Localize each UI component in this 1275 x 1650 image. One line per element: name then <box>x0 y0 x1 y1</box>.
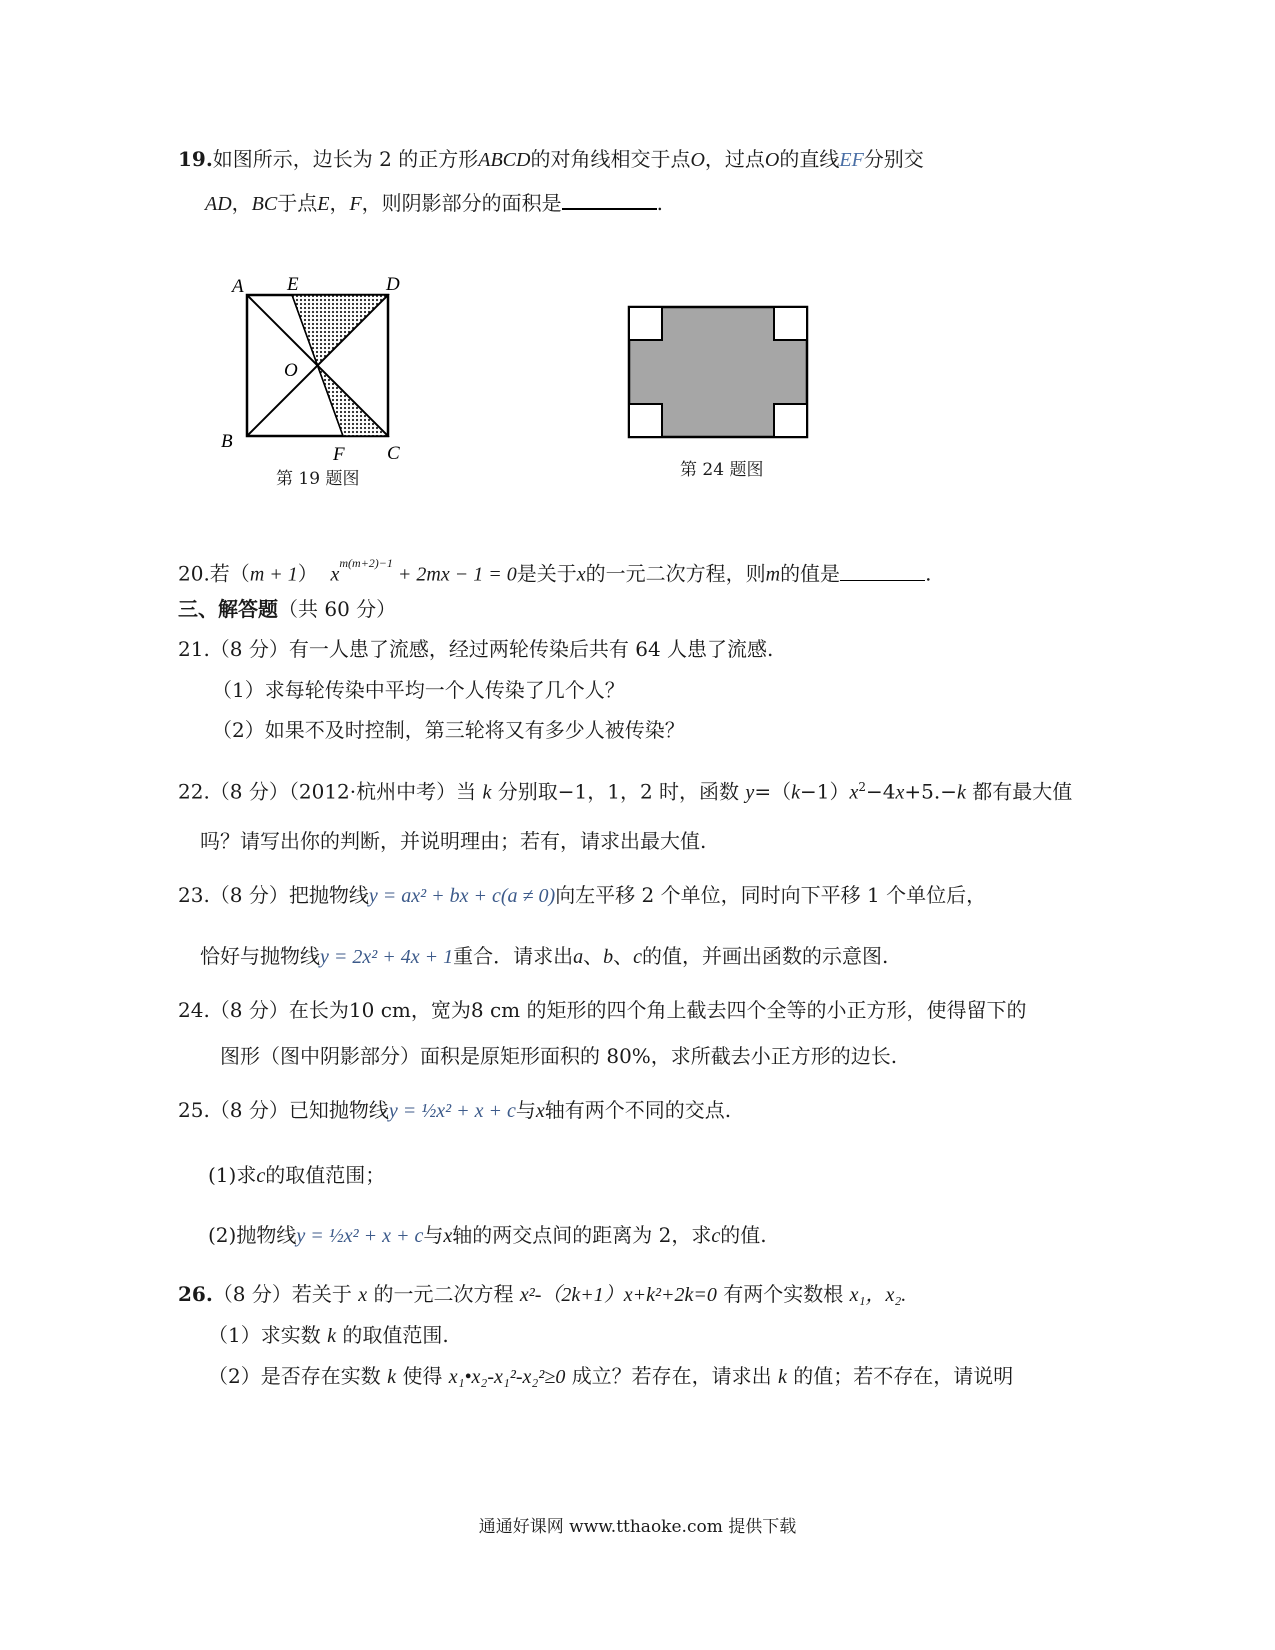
q22-func: −1） <box>799 779 850 804</box>
q22-func: −4 <box>865 779 896 804</box>
q26-x: x <box>358 1284 368 1306</box>
q26-roots: x₁，x₂. <box>849 1284 907 1306</box>
page-footer: 通通好课网 www.tthaoke.com 提供下载 <box>478 1517 797 1537</box>
q25-x: x <box>443 1225 453 1247</box>
q25-text: 与 <box>515 1098 536 1122</box>
caption-24: 第 24 题图 <box>680 460 764 480</box>
q19-line2 <box>205 190 663 217</box>
q23-text: 的值，并画出函数的示意图. <box>642 944 889 968</box>
q23-text: 向左平移 2 个单位，同时向下平移 1 个单位后， <box>555 883 987 907</box>
q20-exponent: m(m+2)−1 <box>339 556 393 570</box>
q22-line1: 22.（8 分）（2012·杭州中考）当 k 分别取−1，1，2 时，函数 $y=(k-1)x^2-4x+5.-k$ 都有最大值 <box>178 779 1073 804</box>
q24-text: 24.（8 分）在长为 <box>178 998 349 1022</box>
q26-part2 <box>208 1363 1013 1390</box>
q23-text: 恰好与抛物线 <box>200 944 320 968</box>
q22-text: 分别取−1，1，2 时，函数 <box>497 779 740 804</box>
q20-text: 是关于 <box>516 561 577 586</box>
q26-text: 有两个实数根 <box>723 1282 844 1306</box>
q20-x: x <box>330 563 340 586</box>
q26-k: k <box>387 1366 396 1388</box>
q21-part2: （2）如果不及时控制，第三轮将又有多少人被传染？ <box>212 718 685 742</box>
corner-square-br <box>774 404 807 437</box>
q25-text: 的取值范围； <box>265 1163 386 1187</box>
q25-c: c <box>256 1165 266 1187</box>
q24-text: ，宽为 <box>410 998 471 1022</box>
q23-line1 <box>178 882 986 909</box>
corner-square-tr <box>774 307 807 340</box>
q19-text: ， <box>329 191 350 215</box>
q19-ef: EF <box>839 149 864 171</box>
section-title: 三、解答题 <box>178 597 278 621</box>
q22-text: 都有最大值 <box>972 779 1073 804</box>
q19-text: ，则阴影部分的面积是 <box>361 191 562 215</box>
q24-length: 10 cm <box>348 998 411 1022</box>
label-e: E <box>287 274 299 295</box>
q25-text: 的值. <box>720 1223 767 1247</box>
q20-period: . <box>925 561 932 586</box>
q25-part1 <box>208 1162 385 1189</box>
q26-equation: x²-（2k+1）x+k²+2k=0 <box>519 1284 717 1306</box>
q26-number: 26. <box>178 1282 213 1306</box>
q25-x: x <box>535 1100 545 1122</box>
q19-abcd: ABCD <box>478 149 531 171</box>
q19-ad: AD <box>205 193 232 215</box>
q20-text: 的值是 <box>780 561 841 586</box>
q26-text: 的一元二次方程 <box>373 1282 514 1306</box>
q26-text: （1）求实数 <box>208 1323 321 1347</box>
answer-blank[interactable] <box>840 562 925 581</box>
q19-f: F <box>349 193 362 215</box>
q22-func: x <box>849 781 859 804</box>
q26-text: （2）是否存在实数 <box>208 1364 381 1388</box>
answer-blank[interactable] <box>562 190 657 210</box>
q26-k: k <box>778 1366 787 1388</box>
corner-square-tl <box>629 307 662 340</box>
q20-expr: + 2mx − 1 = 0 <box>392 563 517 586</box>
q19-e: E <box>317 193 330 215</box>
q25-text: 与 <box>423 1223 444 1247</box>
q19-text: 的直线 <box>779 147 840 171</box>
q22-line2: 吗？请写出你的判断，并说明理由；若有，请求出最大值. <box>200 829 707 853</box>
q25-c: c <box>711 1225 721 1247</box>
q24-line1 <box>178 997 1026 1023</box>
q26-text: 使得 <box>402 1364 443 1388</box>
q25-text: 轴有两个不同的交点. <box>544 1098 732 1122</box>
q19-text: 的对角线相交于点 <box>530 147 691 171</box>
label-b: B <box>221 431 233 452</box>
label-f: F <box>333 444 345 465</box>
q19-text: ，过点 <box>704 147 765 171</box>
q23-c: c <box>633 946 643 968</box>
section-heading <box>178 596 396 622</box>
q26-k: k <box>327 1325 336 1347</box>
q25-line1 <box>178 1097 731 1124</box>
q25-part2 <box>208 1222 767 1249</box>
q26-text: 的值；若不存在，请说明 <box>793 1364 1014 1388</box>
q23-text: 、 <box>583 944 604 968</box>
q20-text: ） <box>297 561 318 586</box>
q23-equation: y = 2x² + 4x + 1 <box>320 946 454 968</box>
q21-part1: （1）求每轮传染中平均一个人传染了几个人？ <box>212 678 625 702</box>
q19-number: 19. <box>178 147 213 171</box>
q26-text: 成立？若存在，请求出 <box>571 1364 772 1388</box>
figure-19 <box>215 270 415 470</box>
q26-line1 <box>178 1281 906 1308</box>
q19-period: . <box>656 191 664 215</box>
q26-text: （8 分）若关于 <box>212 1282 352 1306</box>
q22-text: 22.（8 分）（2012·杭州中考）当 <box>178 779 477 804</box>
q25-equation: y = ½x² + x + c <box>388 1100 516 1122</box>
q22-func: =（ <box>754 779 792 804</box>
label-d: D <box>386 274 400 295</box>
q25-text: (1)求 <box>208 1163 257 1187</box>
q23-line2 <box>200 943 888 970</box>
label-o: O <box>284 360 298 381</box>
q20-line <box>178 556 931 588</box>
corner-square-bl <box>629 404 662 437</box>
q20-text: 20.若（ <box>178 561 250 586</box>
q22-func: y <box>745 781 755 804</box>
q25-equation: y = ½x² + x + c <box>296 1225 424 1247</box>
q20-text: 的一元二次方程，则 <box>585 561 766 586</box>
q24-width: 8 cm <box>470 998 521 1022</box>
q22-func: k <box>791 781 800 804</box>
q20-x: x <box>576 563 586 586</box>
caption-19: 第 19 题图 <box>276 469 360 489</box>
q26-part1 <box>208 1322 449 1349</box>
q23-equation: y = ax² + bx + c(a ≠ 0) <box>368 885 556 907</box>
q24-line2: 图形（图中阴影部分）面积是原矩形面积的 80%，求所截去小正方形的边长. <box>220 1044 898 1068</box>
section-score: （共 60 分） <box>278 597 397 621</box>
figure-24 <box>624 302 814 442</box>
q23-text: 23.（8 分）把抛物线 <box>178 883 369 907</box>
q19-o: O <box>690 149 705 171</box>
q21-line: 21.（8 分）有一人患了流感，经过两轮传染后共有 64 人患了流感. <box>178 637 774 661</box>
q19-text: 分别交 <box>863 147 924 171</box>
label-a: A <box>232 276 244 297</box>
q20-expr: m + 1 <box>249 563 298 586</box>
q23-b: b <box>603 946 614 968</box>
q25-text: 轴的两交点间的距离为 2，求 <box>452 1223 712 1247</box>
q20-m: m <box>765 563 781 586</box>
q26-inequality: x₁•x₂-x₁²-x₂²≥0 <box>448 1366 566 1388</box>
q25-text: (2)抛物线 <box>208 1223 297 1247</box>
q19-o: O <box>764 149 780 171</box>
q19-text: ， <box>231 191 252 215</box>
label-c: C <box>387 443 400 464</box>
q23-text: 、 <box>613 944 634 968</box>
q19-line1 <box>178 146 924 173</box>
q23-a: a <box>573 946 584 968</box>
q26-text: 的取值范围. <box>342 1323 449 1347</box>
q25-text: 25.（8 分）已知抛物线 <box>178 1098 389 1122</box>
q22-k: k <box>482 781 492 804</box>
q23-text: 重合．请求出 <box>453 944 574 968</box>
q19-bc: BC <box>251 193 278 215</box>
q24-text: 的矩形的四个角上截去四个全等的小正方形，使得留下的 <box>526 998 1027 1022</box>
q22-func: +5.− <box>904 779 957 804</box>
q22-func: x <box>895 781 905 804</box>
q19-text: 如图所示，边长为 2 的正方形 <box>212 147 479 171</box>
q22-func: k <box>956 781 966 804</box>
q19-text: 于点 <box>277 191 318 215</box>
